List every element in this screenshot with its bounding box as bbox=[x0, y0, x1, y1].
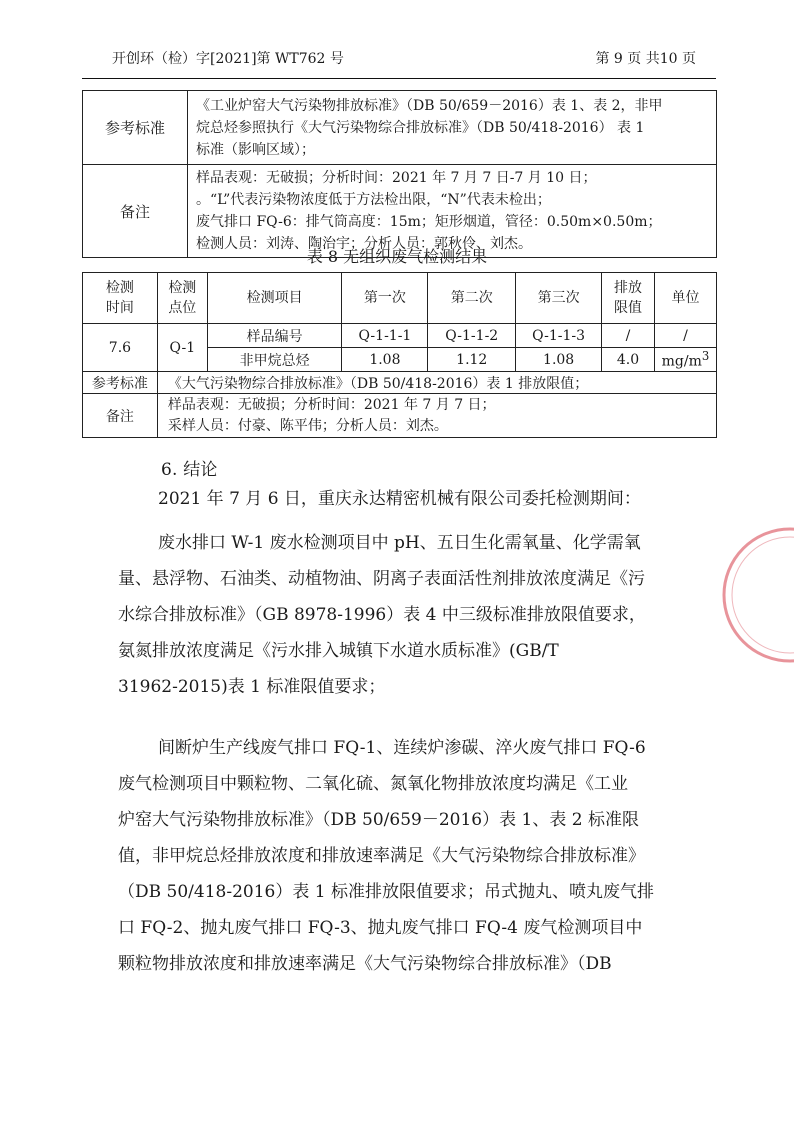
para-line: 氨氮排放浓度满足《污水排入城镇下水道水质标准》(GB/T bbox=[118, 641, 559, 661]
conclusion-paragraph-1 bbox=[118, 525, 674, 705]
remark-line: 废气排口 FQ-6：排气筒高度：15m；矩形烟道，管径：0.50m×0.50m； bbox=[196, 214, 662, 230]
reference-row bbox=[83, 372, 717, 394]
header-third: 第三次 bbox=[516, 273, 602, 324]
remark-line: 样品表观：无破损；分析时间：2021 年 7 月 7 日-7 月 10 日； bbox=[196, 170, 597, 186]
cell-first: Q-1-1-1 bbox=[342, 324, 428, 348]
para-line: （DB 50/418-2016）表 1 标准排放限值要求；吊式抛丸、喷丸废气排 bbox=[118, 882, 654, 902]
para-line: 水综合排放标准》（GB 8978-1996）表 4 中三级标准排放限值要求， bbox=[118, 605, 646, 625]
remark-line: 检测人员：刘涛、陶治宇；分析人员：郭秋伶、刘杰。 bbox=[196, 236, 532, 252]
remark-line: 样品表观：无破损；分析时间：2021 年 7 月 7 日； bbox=[167, 396, 496, 413]
header-limit-line: 排放 bbox=[614, 280, 642, 296]
header-limit-line: 限值 bbox=[614, 300, 642, 316]
unit-text: mg/m bbox=[661, 353, 702, 370]
table-row bbox=[83, 324, 717, 348]
header-second: 第二次 bbox=[428, 273, 516, 324]
remark-line: 。“L”代表污染物浓度低于方法检出限，“N”代表未检出； bbox=[196, 192, 551, 208]
para-line: 间断炉生产线废气排口 FQ-1、连续炉渗碳、淬火废气排口 FQ-6 bbox=[158, 738, 646, 758]
reference-row bbox=[83, 91, 717, 165]
para-line: 废水排口 W-1 废水检测项目中 pH、五日生化需氧量、化学需氧 bbox=[158, 533, 641, 553]
cell-second: Q-1-1-2 bbox=[428, 324, 516, 348]
table-header-row bbox=[83, 273, 717, 324]
report-number: 开创环（检）字[2021]第 WT762 号 bbox=[112, 51, 344, 67]
cell-point: Q-1 bbox=[157, 324, 207, 372]
cell-first: 1.08 bbox=[342, 348, 428, 372]
company-seal bbox=[712, 520, 794, 670]
unit-superscript: 3 bbox=[701, 349, 710, 364]
header-item: 检测项目 bbox=[207, 273, 342, 324]
cell-item: 样品编号 bbox=[207, 324, 342, 348]
fugitive-gas-table bbox=[82, 272, 717, 438]
reference-line: 《工业炉窑大气污染物排放标准》（DB 50/659－2016）表 1、表 2，非甲 bbox=[196, 97, 663, 114]
standards-remarks-table bbox=[82, 90, 717, 258]
section-heading: 6. 结论 bbox=[161, 460, 218, 480]
intro-line: 2021 年 7 月 6 日，重庆永达精密机械有限公司委托检测期间： bbox=[158, 489, 641, 509]
header-point-line: 检测 bbox=[168, 280, 197, 296]
remark-text bbox=[157, 394, 716, 438]
header-rule bbox=[82, 78, 716, 79]
page-info: 第 9 页 共10 页 bbox=[595, 51, 696, 67]
reference-line: 烷总烃参照执行《大气污染物综合排放标准》（DB 50/418-2016） 表 1 bbox=[196, 119, 645, 136]
remark-row bbox=[83, 394, 717, 438]
header-first: 第一次 bbox=[342, 273, 428, 324]
conclusion-intro bbox=[118, 481, 674, 517]
header-time bbox=[83, 273, 158, 324]
conclusion-paragraph-2 bbox=[118, 730, 674, 982]
header-unit: 单位 bbox=[654, 273, 716, 324]
para-line: 量、悬浮物、石油类、动植物油、阴离子表面活性剂排放浓度满足《污 bbox=[118, 569, 645, 589]
cell-unit: / bbox=[654, 324, 716, 348]
cell-item: 非甲烷总烃 bbox=[207, 348, 342, 372]
header-point-line: 点位 bbox=[168, 300, 197, 316]
header-limit bbox=[602, 273, 655, 324]
reference-text bbox=[188, 91, 717, 165]
remark-label: 备注 bbox=[83, 165, 188, 258]
remark-label: 备注 bbox=[83, 394, 158, 438]
cell-second: 1.12 bbox=[428, 348, 516, 372]
header-time-line: 检测 bbox=[105, 280, 134, 296]
reference-line: 标准（影响区域）； bbox=[196, 141, 315, 158]
para-line: 废气检测项目中颗粒物、二氧化硫、氮氧化物排放浓度均满足《工业 bbox=[118, 774, 628, 794]
table-caption: 表 8 无组织废气检测结果 bbox=[306, 247, 488, 266]
cell-limit: / bbox=[602, 324, 655, 348]
cell-limit: 4.0 bbox=[602, 348, 655, 372]
header-time-line: 时间 bbox=[105, 300, 134, 316]
para-line: 炉窑大气污染物排放标准》（DB 50/659－2016）表 1、表 2 标准限 bbox=[118, 810, 639, 830]
para-line: 颗粒物排放浓度和排放速率满足《大气污染物综合排放标准》（DB bbox=[118, 954, 612, 974]
reference-text: 《大气污染物综合排放标准》（DB 50/418-2016）表 1 排放限值； bbox=[157, 372, 716, 394]
remark-line: 采样人员：付豪、陈平伟；分析人员：刘杰。 bbox=[167, 417, 448, 434]
header-point bbox=[157, 273, 207, 324]
cell-time: 7.6 bbox=[83, 324, 158, 372]
para-line: 口 FQ-2、抛丸废气排口 FQ-3、抛丸废气排口 FQ-4 废气检测项目中 bbox=[118, 918, 643, 938]
cell-unit bbox=[654, 348, 716, 372]
para-line: 值，非甲烷总烃排放浓度和排放速率满足《大气污染物综合排放标准》 bbox=[118, 846, 645, 866]
cell-third: Q-1-1-3 bbox=[516, 324, 602, 348]
cell-third: 1.08 bbox=[516, 348, 602, 372]
reference-label: 参考标准 bbox=[83, 372, 158, 394]
para-line: 31962-2015)表 1 标准限值要求； bbox=[118, 677, 386, 697]
reference-label: 参考标准 bbox=[83, 91, 188, 165]
